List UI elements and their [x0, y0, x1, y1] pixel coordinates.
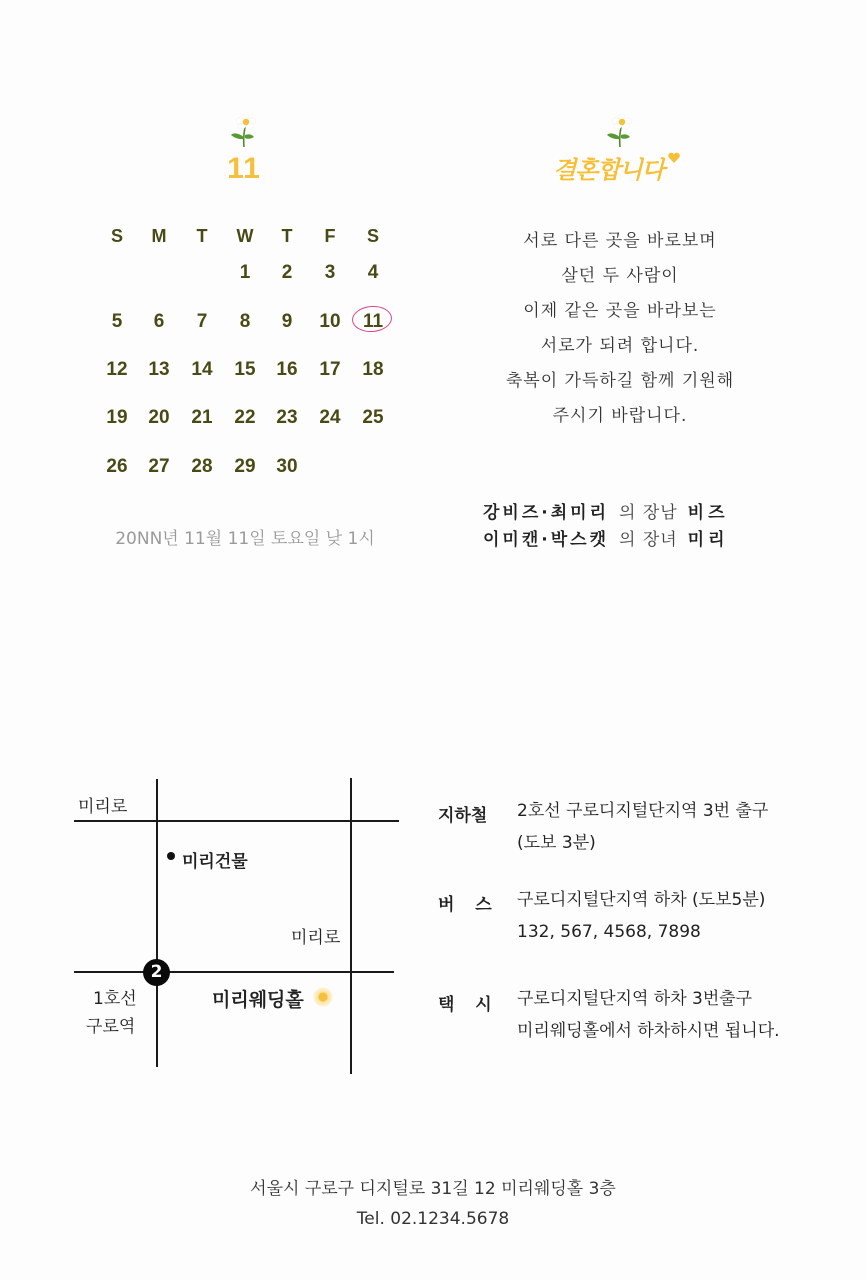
day-cell: 29	[234, 456, 256, 477]
day-cell: 26	[106, 456, 128, 477]
message-line: 이제 같은 곳을 바라보는	[523, 301, 717, 321]
day-cell: 9	[281, 311, 293, 332]
day-cell: 25	[362, 407, 384, 428]
day-cell: 22	[234, 407, 256, 428]
weekday-mon: M	[151, 226, 167, 246]
landmark-dot-icon	[167, 852, 175, 860]
day-cell: 18	[362, 359, 384, 380]
day-cell: 2	[281, 262, 293, 283]
calendar-month: 11	[227, 152, 261, 185]
day-cell: 14	[191, 359, 213, 380]
taxi-line-2: 미리웨딩홀에서 하차하시면 됩니다.	[517, 1021, 780, 1041]
daisy-flower-icon	[605, 113, 635, 149]
event-datetime: 20NN년 11월 11일 토요일 낮 1시	[115, 529, 375, 549]
bus-line-2: 132, 567, 4568, 7898	[517, 922, 701, 942]
subway-line-1: 2호선 구로디지털단지역 3번 출구	[517, 801, 769, 821]
subway-label: 지하철	[438, 806, 488, 826]
weekday-sun: S	[110, 226, 123, 246]
bride-relation: 의 장녀	[619, 530, 678, 550]
message-line: 서로 다른 곳을 바로보며	[523, 231, 717, 251]
day-cell: 3	[324, 262, 336, 283]
road-label-right: 미리로	[291, 928, 341, 948]
invitation-title	[553, 150, 688, 192]
day-cell: 15	[234, 359, 256, 380]
day-cell: 8	[239, 311, 251, 332]
landmark-label: 미리건물	[182, 852, 248, 872]
day-cell: 17	[319, 359, 341, 380]
day-cell: 4	[367, 262, 379, 283]
week-row	[95, 311, 395, 341]
subway-line-2: (도보 3분)	[517, 833, 596, 853]
day-cell: 5	[111, 311, 123, 332]
groom-family	[483, 498, 803, 525]
venue-address: 서울시 구로구 디지털로 31길 12 미리웨딩홀 3층	[250, 1179, 616, 1199]
daisy-flower-icon	[229, 113, 259, 149]
day-cell: 24	[319, 407, 341, 428]
message-line: 축복이 가득하길 함께 기원해	[505, 371, 735, 391]
message-line: 서로가 되려 합니다.	[540, 336, 700, 356]
subway-station-badge: 2	[143, 959, 170, 986]
taxi-line-1: 구로디지털단지역 하차 3번출구	[517, 989, 753, 1009]
day-cell: 28	[191, 456, 213, 477]
day-cell: 23	[276, 407, 298, 428]
venue-tel: Tel. 02.1234.5678	[356, 1209, 510, 1229]
day-cell-highlighted: 11	[362, 311, 384, 332]
week-row	[95, 359, 395, 389]
bus-line-1: 구로디지털단지역 하차 (도보5분)	[517, 890, 766, 910]
invitation-title-text: 결혼합니다	[553, 155, 664, 184]
weekday-tue: T	[196, 226, 208, 246]
day-cell: 10	[319, 311, 341, 332]
day-cell: 27	[148, 456, 170, 477]
station-label-name: 구로역	[86, 1017, 136, 1037]
week-row	[95, 262, 395, 292]
weekday-header	[95, 226, 395, 256]
family-names	[483, 498, 803, 552]
invitation-message	[470, 224, 770, 434]
groom-relation: 의 장남	[619, 503, 678, 523]
road-line-left	[156, 779, 158, 1067]
day-cell: 7	[196, 311, 208, 332]
day-cell: 20	[148, 407, 170, 428]
groom-parents: 강비즈·최미리	[483, 503, 609, 523]
message-line: 주시기 바랍니다.	[552, 406, 688, 426]
venue-label: 미리웨딩홀	[212, 989, 304, 1011]
weekday-sat: S	[366, 226, 379, 246]
weekday-wed: W	[236, 226, 254, 246]
day-cell: 19	[106, 407, 128, 428]
station-label-line: 1호선	[93, 989, 137, 1009]
road-line-bottom	[74, 971, 394, 973]
bride-family	[483, 525, 803, 552]
week-row	[95, 456, 395, 486]
day-cell: 30	[276, 456, 298, 477]
taxi-label: 택 시	[438, 995, 495, 1015]
road-label-top: 미리로	[78, 797, 128, 817]
message-line: 살던 두 사람이	[561, 266, 679, 286]
weekday-thu: T	[281, 226, 293, 246]
venue-marker-icon	[313, 987, 333, 1007]
day-cell: 12	[106, 359, 128, 380]
groom-name: 비즈	[687, 503, 729, 523]
day-cell: 6	[153, 311, 165, 332]
heart-icon	[667, 152, 681, 164]
day-cell: 16	[276, 359, 298, 380]
week-row	[95, 407, 395, 437]
day-cell: 21	[191, 407, 213, 428]
weekday-fri: F	[324, 226, 336, 246]
bus-label: 버 스	[438, 895, 495, 915]
day-cell: 1	[239, 262, 251, 283]
day-cell: 13	[148, 359, 170, 380]
bride-parents: 이미캔·박스캣	[483, 530, 609, 550]
bride-name: 미리	[687, 530, 729, 550]
road-line-right	[350, 778, 352, 1074]
